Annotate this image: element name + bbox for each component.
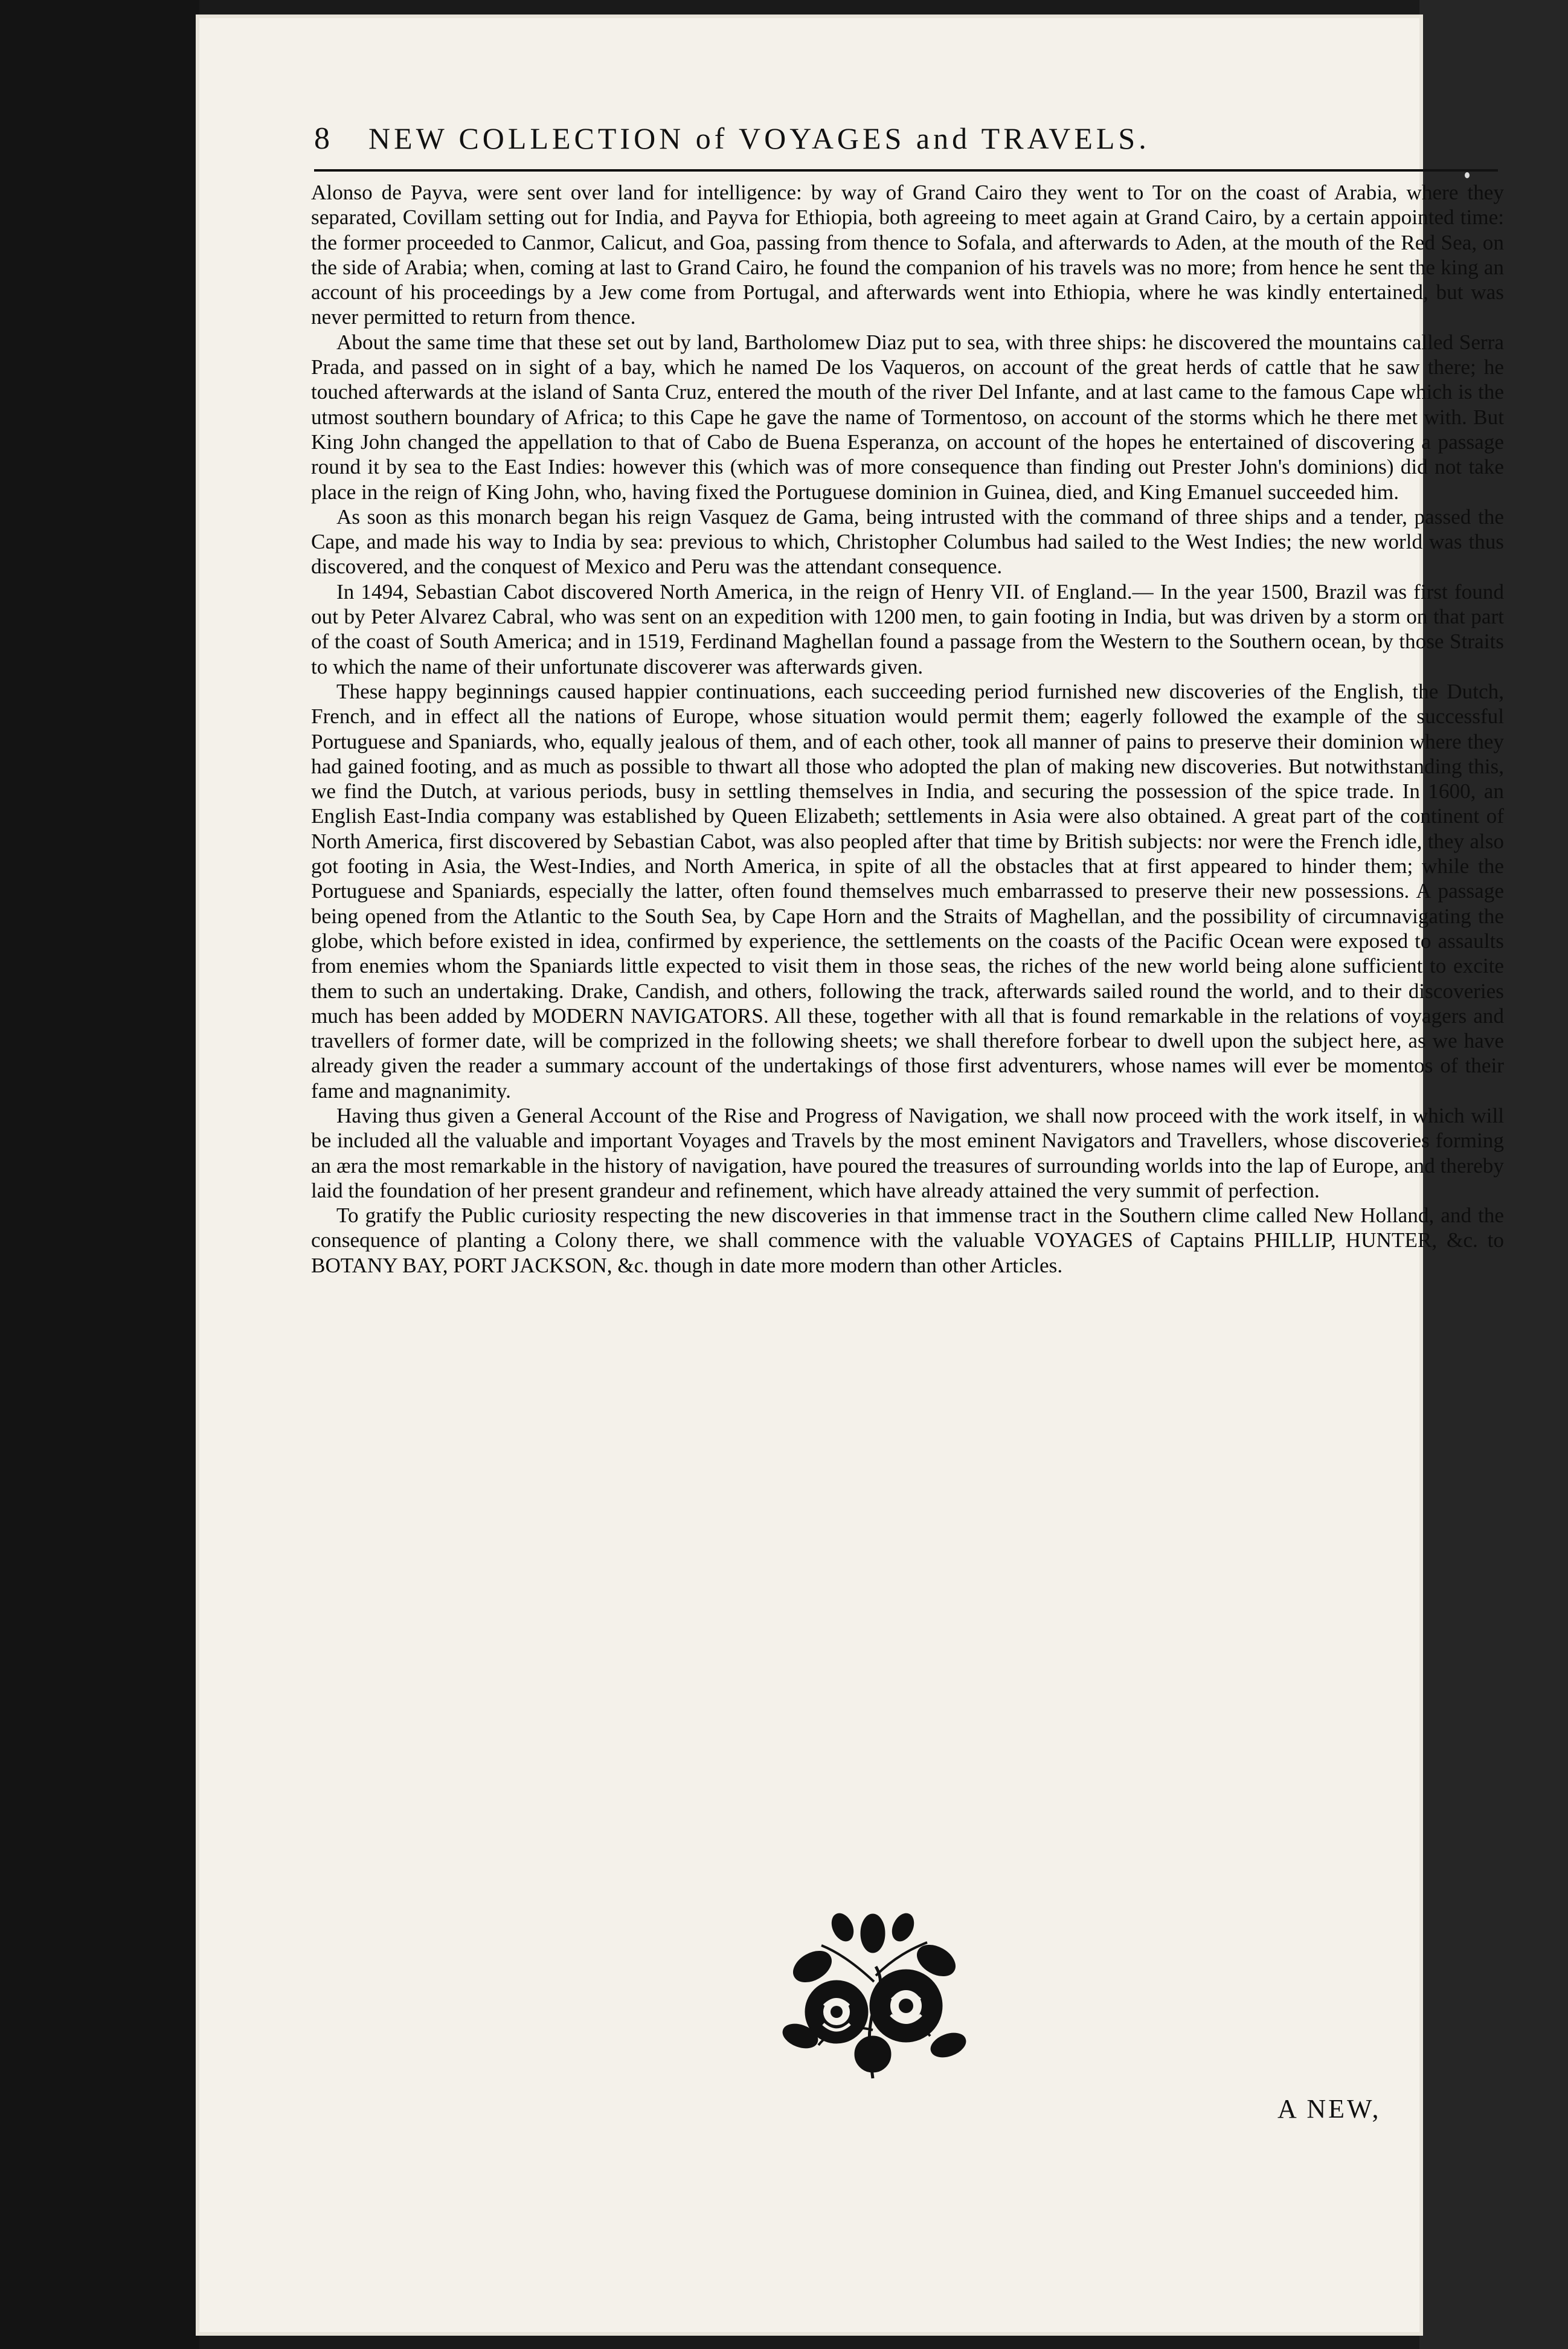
page-number: 8 — [314, 121, 330, 156]
paragraph-1: Alonso de Payva, were sent over land for intelligence: by way of Grand Cairo they went to Tor on the coast of Arabia, where they separated, Covillam setting out for India, and Payva for Ethiopia, both agreeing to meet again at Grand Cairo, by a certain appointed time: the former proceeded to Canmor, Calicut, and Goa, passing from thence to Sofala, and afterwards to Aden, at the mouth of the Red Sea, on the side of Arabia; when, coming at last to Grand Cairo, he found the companion of his travels was no more; from hence he sent the king an account of his proceedings by a Jew come from Portugal, and afterwards went into Ethiopia, where he was kindly entertained, but was never permitted to return from thence. — [311, 181, 1504, 329]
book-page — [199, 18, 1504, 2332]
paragraph-4: In 1494, Sebastian Cabot discovered North America, in the reign of Henry VII. of England.— In the year 1500, Brazil was first found out by Peter Alvarez Cabral, who was sent on an expedition with 1200 men, to gain footing in India, but was driven by a storm on that part of the coast of South America; and in 1519, Ferdinand Maghellan found a passage from the Western to the Southern ocean, by those Straits to which the name of their unfortunate discoverer was afterwards given. — [311, 579, 1504, 678]
paragraph-5: These happy beginnings caused happier continuations, each succeeding period furnished new discoveries of the English, the Dutch, French, and in effect all the nations of Europe, whose situation would permit them; eagerly followed the example of the successful Portuguese and Spaniards, who, equally jealous of them, and of each other, took all manner of pains to preserve their dominion where they had gained footing, and as much as possible to thwart all those who adopted the plan of making new discoveries. But notwithstanding this, we find the Dutch, at various periods, busy in settling themselves in India, and securing the possession of the spice trade. In 1600, an English East-India company was established by Queen Elizabeth; settlements in Asia were also obtained. A great part of the continent of North America, first discovered by Sebastian Cabot, was also peopled after that time by British subjects: nor were the French idle, they also got footing in Asia, the West-Indies, and North America, in spite of all the obstacles that at first appeared to hinder them; while the Portuguese and Spaniards, especially the latter, often found themselves much embarrassed to preserve their new possessions. A passage being opened from the Atlantic to the South Sea, by Cape Horn and the Straits of Maghellan, and the possibility of circumnavigating the globe, which before existed in idea, confirmed by experience, the settlements on the coasts of the Pacific Ocean were exposed to assaults from enemies whom the Spaniards little expected to visit them in those seas, the riches of the new world being alone sufficient to excite them to such an undertaking. Drake, Candish, and others, following the track, afterwards sailed round the world, and to their discoveries much has been added by MODERN NAVIGATORS. All these, together with all that is found remarkable in the relations of voyagers and travellers of former date, will be comprized in the following sheets; we shall therefore forbear to dwell upon the subject here, as we have already given the reader a summary account of the undertakings of those first adventurers, whose names will ever be momentos of their fame and magnanimity. — [311, 679, 1504, 1103]
header-rule — [314, 169, 1498, 172]
page-title: NEW COLLECTION of VOYAGES and TRAVELS. — [368, 121, 1150, 155]
body-text — [311, 180, 1504, 1278]
paragraph-3: As soon as this monarch began his reign Vasquez de Gama, being intrusted with the command of three ships and a tender, passed the Cape, and made his way to India by sea: previous to which, Christopher Columbus had sailed to the West Indies; the new world was thus discovered, and the conquest of Mexico and Peru was the attendant consequence. — [311, 504, 1504, 579]
paragraph-6: Having thus given a General Account of the Rise and Progress of Navigation, we shall now proceed with the work itself, in which will be included all the valuable and important Voyages and Travels by the most eminent Navigators and Travellers, whose discoveries forming an æra the most remarkable in the history of navigation, have poured the treasures of surrounding worlds into the lap of Europe, and thereby laid the foundation of her present grandeur and refinement, which have already attained the very summit of perfection. — [311, 1103, 1504, 1202]
running-head — [314, 121, 1498, 156]
paragraph-2: About the same time that these set out by land, Bartholomew Diaz put to sea, with three ships: he discovered the mountains called Serra Prada, and passed on in sight of a bay, which he named De los Vaqueros, on account of the great herds of cattle that he saw there; he touched afterwards at the island of Santa Cruz, entered the mouth of the river Del Infante, and at last came to the famous Cape which is the utmost southern boundary of Africa; to this Cape he gave the name of Tormentoso, on account of the storms which he there met with. But King John changed the appellation to that of Cabo de Buena Esperanza, on account of the hopes he entertained of discovering a passage round it by sea to the East Indies: however this (which was of more consequence than finding out Prester John's dominions) did not take place in the reign of King John, who, having fixed the Portuguese dominion in Guinea, died, and King Emanuel succeeded him. — [311, 330, 1504, 504]
paragraph-7: To gratify the Public curiosity respecting the new discoveries in that immense tract in the Southern clime called New Holland, and the consequence of planting a Colony there, we shall commence with the valuable VOYAGES of Captains PHILLIP, HUNTER, &c. to BOTANY BAY, PORT JACKSON, &c. though in date more modern than other Articles. — [311, 1204, 1504, 1277]
floral-ornament-icon — [764, 1909, 982, 2084]
scan-left-margin — [0, 0, 199, 2349]
margin-mark — [1465, 172, 1470, 178]
catchword: A NEW, — [1277, 2094, 1381, 2124]
